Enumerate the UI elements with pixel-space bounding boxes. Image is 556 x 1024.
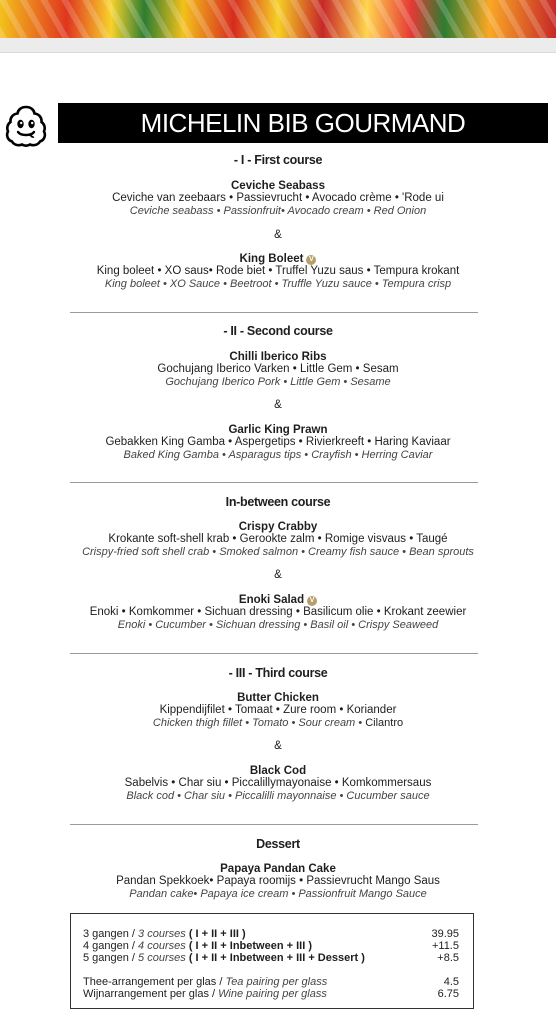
course-section-inbetween	[0, 495, 556, 509]
dish-description-en: Pandan cake• Papaya ice cream • Passionfruit Mango Sauce	[129, 888, 427, 900]
dish-separator: &	[274, 399, 282, 411]
dish-name: Papaya Pandan Cake	[220, 863, 336, 875]
dish-name: Garlic King Prawn	[228, 424, 328, 436]
course-section-2	[0, 324, 556, 338]
price-combo: ( I + II + Inbetween + III + Dessert )	[188, 952, 365, 964]
course-title: - II - Second course	[223, 324, 333, 338]
dish-description-en: Gochujang Iberico Pork • Little Gem • Sesame	[165, 376, 391, 388]
dish-description-en: Ceviche seabass • Passionfruit• Avocado cream • Red Onion	[129, 205, 427, 217]
price-label-en: Wine pairing per glass	[215, 988, 327, 1000]
price-combo: ( I + II + Inbetween + III )	[188, 940, 312, 952]
header-underbar	[0, 38, 556, 53]
course-section-1	[0, 153, 556, 167]
dish-description-en: Chicken thigh fillet • Tomato • Sour cream •	[152, 717, 363, 729]
price-value: +11.5	[431, 940, 459, 952]
menu-title: MICHELIN BIB GOURMAND	[140, 107, 466, 138]
dish-description-nl: Kippendijfilet • Tomaat • Zure room • Koriander	[159, 704, 397, 716]
dish-separator: &	[274, 229, 282, 241]
section-divider	[70, 653, 478, 654]
dish-name: King Boleet	[239, 253, 304, 265]
header-banner-pattern	[0, 0, 556, 38]
dish-description-nl: King boleet • XO saus• Rode biet • Truffel Yuzu saus • Tempura krokant	[96, 265, 460, 277]
price-value: +8.5	[437, 952, 459, 964]
dish-king-boleet	[0, 253, 556, 291]
dish-black-cod	[0, 765, 556, 803]
dish-garlic-king-prawn	[0, 424, 556, 462]
dish-name: Butter Chicken	[237, 692, 319, 704]
price-value: 39.95	[431, 928, 459, 940]
price-label-nl: 4 gangen /	[83, 940, 135, 952]
price-label-en: 5 courses	[135, 952, 189, 964]
price-label-nl: 3 gangen /	[83, 928, 135, 940]
price-combo: ( I + II + III )	[188, 928, 246, 940]
price-label-en: Tea pairing per glass	[222, 976, 328, 988]
section-divider	[70, 824, 478, 825]
course-title: Dessert	[256, 837, 300, 851]
dish-crispy-crabby	[0, 521, 556, 559]
price-label-nl: 5 gangen /	[83, 952, 135, 964]
vegetarian-badge-icon: V	[306, 255, 316, 265]
dish-papaya-pandan-cake	[0, 863, 556, 901]
price-label-en: 3 courses	[135, 928, 189, 940]
course-section-3	[0, 666, 556, 680]
section-divider	[70, 482, 478, 483]
michelin-bibendum-logo	[4, 104, 48, 148]
price-label-en: 4 courses	[135, 940, 189, 952]
course-section-dessert	[0, 837, 556, 851]
course-title: In-between course	[225, 495, 331, 509]
dish-name: Ceviche Seabass	[231, 180, 325, 192]
course-title: - III - Third course	[228, 666, 328, 680]
dish-description-nl: Enoki • Komkommer • Sichuan dressing • Basilicum olie • Krokant zeewier	[89, 606, 467, 618]
price-label-nl: Thee-arrangement per glas /	[83, 976, 223, 988]
section-divider	[70, 312, 478, 313]
dish-separator: &	[274, 569, 282, 581]
dish-description-en: Baked King Gamba • Asparagus tips • Crayfish • Herring Caviar	[123, 449, 433, 461]
dish-separator: &	[274, 740, 282, 752]
price-label-nl: Wijnarrangement per glas /	[83, 988, 216, 1000]
dish-description-en: Black cod • Char siu • Piccalilli mayonnaise • Cucumber sauce	[126, 790, 430, 802]
dish-chilli-iberico-ribs	[0, 351, 556, 389]
price-box	[70, 913, 474, 1009]
dish-description-nl: Ceviche van zeebaars • Passievrucht • Avocado crème • 'Rode ui	[112, 192, 444, 204]
price-value: 4.5	[443, 976, 459, 988]
vegetarian-badge-icon: V	[307, 596, 317, 606]
dish-description-nl: Gochujang Iberico Varken • Little Gem • Sesam	[157, 363, 399, 375]
course-title: - I - First course	[233, 153, 323, 167]
dish-name: Chilli Iberico Ribs	[229, 351, 327, 363]
menu-title-banner	[58, 103, 548, 143]
dish-butter-chicken	[0, 692, 556, 730]
dish-description-nl: Pandan Spekkoek• Papaya roomijs • Passievrucht Mango Saus	[116, 875, 440, 887]
dish-name: Black Cod	[249, 765, 307, 777]
dish-description-nl: Sabelvis • Char siu • Piccalillymayonaise • Komkommersaus	[124, 777, 432, 789]
dish-description-en-tail: Cilantro	[362, 717, 404, 729]
dish-description-nl: Krokante soft-shell krab • Gerookte zalm • Romige visvaus • Taugé	[108, 533, 448, 545]
dish-name: Crispy Crabby	[238, 521, 318, 533]
dish-enoki-salad	[0, 594, 556, 632]
dish-description-en: Enoki • Cucumber • Sichuan dressing • Basil oil • Crispy Seaweed	[117, 619, 439, 631]
dish-description-en: Crispy-fried soft shell crab • Smoked salmon • Creamy fish sauce • Bean sprouts	[82, 546, 474, 558]
price-value: 6.75	[437, 988, 459, 1000]
dish-description-nl: Gebakken King Gamba • Aspergetips • Rivierkreeft • Haring Kaviaar	[105, 436, 451, 448]
dish-name: Enoki Salad	[238, 594, 305, 606]
dish-description-en: King boleet • XO Sauce • Beetroot • Truffle Yuzu sauce • Tempura crisp	[104, 278, 452, 290]
dish-ceviche-seabass	[0, 180, 556, 218]
